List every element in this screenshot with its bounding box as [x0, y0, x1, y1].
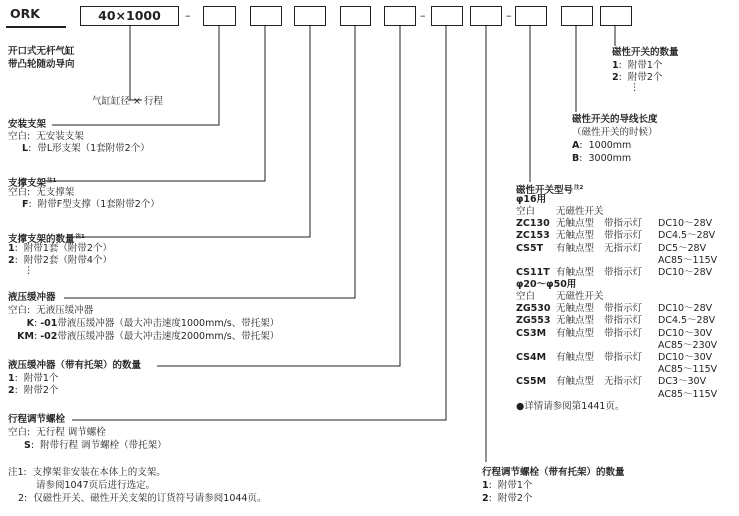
- switch-lamp: 带指示灯: [604, 267, 643, 278]
- switch-qty-opt2-key: 2: [612, 72, 619, 83]
- note-2-text: 仅磁性开关、磁性开关支架的订货符号请参阅1044页。: [33, 493, 267, 504]
- switch-code: ZC130: [516, 218, 550, 230]
- switch-contact: 有触点型: [556, 327, 595, 339]
- absorber-qty-opt1-text: 附带1个: [23, 373, 59, 384]
- stroke-bolt-opt2: S: 附带行程 调节螺栓（带托架）: [24, 440, 167, 451]
- absorber-opt1-key: 空白: [8, 305, 28, 316]
- lead-opt1-text: 1000mm: [588, 140, 632, 151]
- switch-lamp: 带指示灯: [604, 303, 643, 315]
- mount-opt2-key: L: [22, 143, 29, 154]
- size-box-text: 40×1000: [98, 8, 161, 23]
- series-underline: [6, 26, 66, 28]
- mount-opt1: 空白: 无安装支架: [8, 131, 84, 142]
- support-qty-opt1-key: 1: [8, 243, 15, 254]
- box-absorber-qty: [384, 6, 416, 26]
- switch-volt: AC85～115V: [658, 388, 718, 400]
- switch-contact: 无触点型: [556, 230, 595, 242]
- stroke-bolt-opt2-text: 附带行程 调节螺栓（带托架）: [40, 440, 167, 451]
- support-qty-ellipsis: ⋮: [24, 265, 34, 276]
- support-qty-opt1-text: 附带1套（附带2个）: [23, 243, 112, 254]
- absorber-opt3-code: -02: [40, 331, 58, 342]
- switch-code: CS5T: [516, 242, 544, 254]
- absorber-opt1-text: 无液压缓冲器: [36, 305, 94, 316]
- lead-opt2-key: B: [572, 153, 580, 164]
- leader-absorber-qty: [157, 26, 400, 366]
- stroke-bolt-qty-opt2-text: 附带2个: [497, 493, 533, 504]
- switch-lamp: 无指示灯: [604, 376, 643, 388]
- switch-model-title-text: 磁性开关型号: [516, 185, 574, 196]
- switch-qty-title: 磁性开关的数量: [612, 47, 679, 58]
- switch-group-20-50: φ20～φ50用: [516, 279, 577, 290]
- switch-code: CS4M: [516, 352, 547, 363]
- support-title-text: 支撑支架: [8, 178, 47, 189]
- switch-volt: DC3～30V: [658, 376, 707, 388]
- switch-volt: DC4.5～28V: [658, 315, 716, 327]
- leader-size: [130, 26, 142, 100]
- stroke-bolt-qty-opt2: 2: 附带2个: [482, 493, 533, 504]
- switch-volt: DC10～30V: [658, 352, 713, 363]
- stroke-bolt-opt1-key: 空白: [8, 427, 28, 438]
- support-opt1: 空白: 无支撑架: [8, 187, 75, 198]
- mount-opt2-text: 带L形支架（1套附带2个）: [37, 143, 150, 154]
- support-opt2: F: 附带F型支撑（1套附带2个）: [22, 199, 160, 210]
- switch-volt: DC10～28V: [658, 267, 713, 278]
- mount-opt2: L: 带L形支架（1套附带2个）: [22, 143, 150, 154]
- box-support: [250, 6, 282, 26]
- absorber-opt3: KM: -02带液压缓冲器（最大冲击速度2000mm/s、带托架）: [8, 331, 279, 343]
- box-stroke-bolt: [431, 6, 463, 26]
- switch-volt: DC10～28V: [658, 218, 713, 230]
- box-switch-model: [515, 6, 547, 26]
- absorber-qty-opt2-text: 附带2个: [23, 385, 59, 396]
- switch-lamp: 带指示灯: [604, 218, 643, 230]
- switch-contact: 有触点型: [556, 352, 595, 363]
- box-stroke-bolt-qty: [470, 6, 502, 26]
- support-opt1-text: 无支撑架: [36, 187, 75, 198]
- box-absorber: [340, 6, 371, 26]
- switch-qty-opt1-key: 1: [612, 60, 619, 71]
- switch-model-footnote: ●详情请参阅第1441页。: [516, 401, 625, 412]
- switch-lamp: 带指示灯: [604, 327, 643, 339]
- switch-code: CS3M: [516, 327, 547, 339]
- absorber-opt1: 空白: 无液压缓冲器: [8, 305, 94, 316]
- switch-contact: 无触点型: [556, 218, 595, 230]
- support-qty-title-text: 支撑支架的数量: [8, 234, 75, 245]
- support-qty-opt1: 1: 附带1套（附带2个）: [8, 243, 112, 254]
- note-2: [18, 493, 266, 505]
- switch-code: 空白: [516, 206, 536, 217]
- switch-volt: DC5～28V: [658, 242, 707, 254]
- switch-contact: 无磁性开关: [556, 206, 604, 217]
- absorber-qty-opt2: 2: 附带2个: [8, 385, 59, 396]
- support-qty-note-ref: 注1: [75, 234, 85, 240]
- leader-mount: [52, 26, 219, 125]
- dash-1: –: [185, 9, 191, 22]
- intro-line1: 开口式无杆气缸: [8, 46, 75, 57]
- switch-qty-opt2: 2: 附带2个: [612, 72, 663, 83]
- stroke-bolt-qty-opt2-key: 2: [482, 493, 489, 504]
- support-note-ref: 注1: [47, 178, 57, 184]
- switch-contact: 有触点型: [556, 376, 595, 388]
- stroke-bolt-qty-title: 行程调节螺栓（带有托架）的数量: [482, 467, 625, 478]
- lead-opt2: B: 3000mm: [572, 153, 632, 164]
- absorber-opt2-key: K: [26, 318, 34, 329]
- switch-qty-opt1-text: 附带1个: [627, 60, 663, 71]
- stroke-bolt-qty-opt1: 1: 附带1个: [482, 480, 533, 491]
- stroke-bolt-title: 行程调节螺栓: [8, 414, 66, 425]
- switch-lamp: 带指示灯: [604, 352, 643, 363]
- box-mount: [203, 6, 236, 26]
- switch-code: CS11T: [516, 267, 550, 278]
- lead-title: 磁性开关的导线长度: [572, 114, 658, 125]
- stroke-bolt-opt1: 空白: 无行程 调节螺栓: [8, 427, 106, 438]
- absorber-opt2-code: -01: [40, 318, 58, 329]
- lead-opt2-text: 3000mm: [588, 153, 632, 164]
- support-opt2-text: 附带F型支撑（1套附带2个）: [37, 199, 160, 210]
- absorber-opt2: K: -01带液压缓冲器（最大冲击速度1000mm/s、带托架）: [8, 318, 279, 330]
- switch-lamp: 带指示灯: [604, 230, 643, 242]
- note-1-cont: 请参阅1047页后进行选定。: [36, 480, 156, 491]
- switch-volt: DC10～30V: [658, 327, 713, 339]
- absorber-opt2-text: 带液压缓冲器（最大冲击速度1000mm/s、带托架）: [57, 318, 280, 329]
- switch-volt: AC85～115V: [658, 254, 718, 266]
- absorber-title: 液压缓冲器: [8, 292, 56, 303]
- absorber-qty-opt1-key: 1: [8, 373, 15, 384]
- box-support-qty: [294, 6, 326, 26]
- lead-subtitle: （磁性开关的时候）: [572, 127, 658, 138]
- switch-lamp: 带指示灯: [604, 315, 643, 327]
- absorber-opt3-text: 带液压缓冲器（最大冲击速度2000mm/s、带托架）: [57, 331, 280, 342]
- switch-qty-ellipsis: ⋮: [630, 82, 640, 93]
- switch-volt: AC85～230V: [658, 339, 718, 351]
- absorber-qty-title: 液压缓冲器（带有托架）的数量: [8, 360, 142, 371]
- stroke-bolt-qty-opt1-key: 1: [482, 480, 489, 491]
- switch-contact: 无触点型: [556, 303, 595, 315]
- support-qty-opt2: 2: 附带2套（附带4个）: [8, 255, 112, 266]
- support-qty-opt2-text: 附带2套（附带4个）: [23, 255, 112, 266]
- dash-3: –: [506, 9, 512, 22]
- lead-opt1-key: A: [572, 140, 580, 151]
- series-code: ORK: [10, 6, 40, 21]
- note-1-line1: 支撑架非安装在本体上的支架。: [32, 467, 166, 478]
- box-lead: [561, 6, 593, 26]
- absorber-qty-opt2-key: 2: [8, 385, 15, 396]
- switch-code: 空白: [516, 291, 536, 302]
- support-opt1-key: 空白: [8, 187, 28, 198]
- support-opt2-key: F: [22, 199, 29, 210]
- switch-qty-opt1: 1: 附带1个: [612, 60, 663, 71]
- switch-contact: 无触点型: [556, 315, 595, 327]
- switch-code: CS5M: [516, 376, 547, 388]
- size-box: [80, 6, 179, 26]
- support-qty-opt2-key: 2: [8, 255, 15, 266]
- switch-volt: DC10～28V: [658, 303, 713, 315]
- switch-group-16: φ16用: [516, 194, 547, 205]
- lead-opt1: A: 1000mm: [572, 140, 632, 151]
- note-1-label: 注1:: [8, 467, 27, 478]
- bore-stroke-label: 气缸缸径 × 行程: [92, 96, 163, 107]
- stroke-bolt-opt2-key: S: [24, 440, 31, 451]
- dash-2: –: [420, 9, 426, 22]
- absorber-opt3-key: KM: [17, 331, 34, 342]
- mount-opt1-key: 空白: [8, 131, 28, 142]
- switch-contact: 有触点型: [556, 242, 595, 254]
- note-1: [8, 467, 166, 479]
- note-2-label: 2:: [18, 493, 28, 504]
- switch-qty-opt2-text: 附带2个: [627, 72, 663, 83]
- switch-code: ZG553: [516, 315, 551, 327]
- switch-code: ZG530: [516, 303, 551, 315]
- absorber-qty-opt1: 1: 附带1个: [8, 373, 59, 384]
- switch-contact: 无磁性开关: [556, 291, 604, 302]
- box-switch-qty: [600, 6, 632, 26]
- switch-volt: DC4.5～28V: [658, 230, 716, 242]
- switch-model-note-ref: 注2: [574, 185, 584, 191]
- mount-opt1-text: 无安装支架: [36, 131, 84, 142]
- stroke-bolt-opt1-text: 无行程 调节螺栓: [36, 427, 106, 438]
- stroke-bolt-qty-opt1-text: 附带1个: [497, 480, 533, 491]
- switch-code: ZC153: [516, 230, 550, 242]
- mount-title: 安装支架: [8, 119, 47, 130]
- switch-lamp: 无指示灯: [604, 242, 643, 254]
- switch-contact: 有触点型: [556, 267, 595, 278]
- intro-line2: 带凸轮随动导向: [8, 59, 75, 70]
- switch-volt: AC85～115V: [658, 364, 718, 376]
